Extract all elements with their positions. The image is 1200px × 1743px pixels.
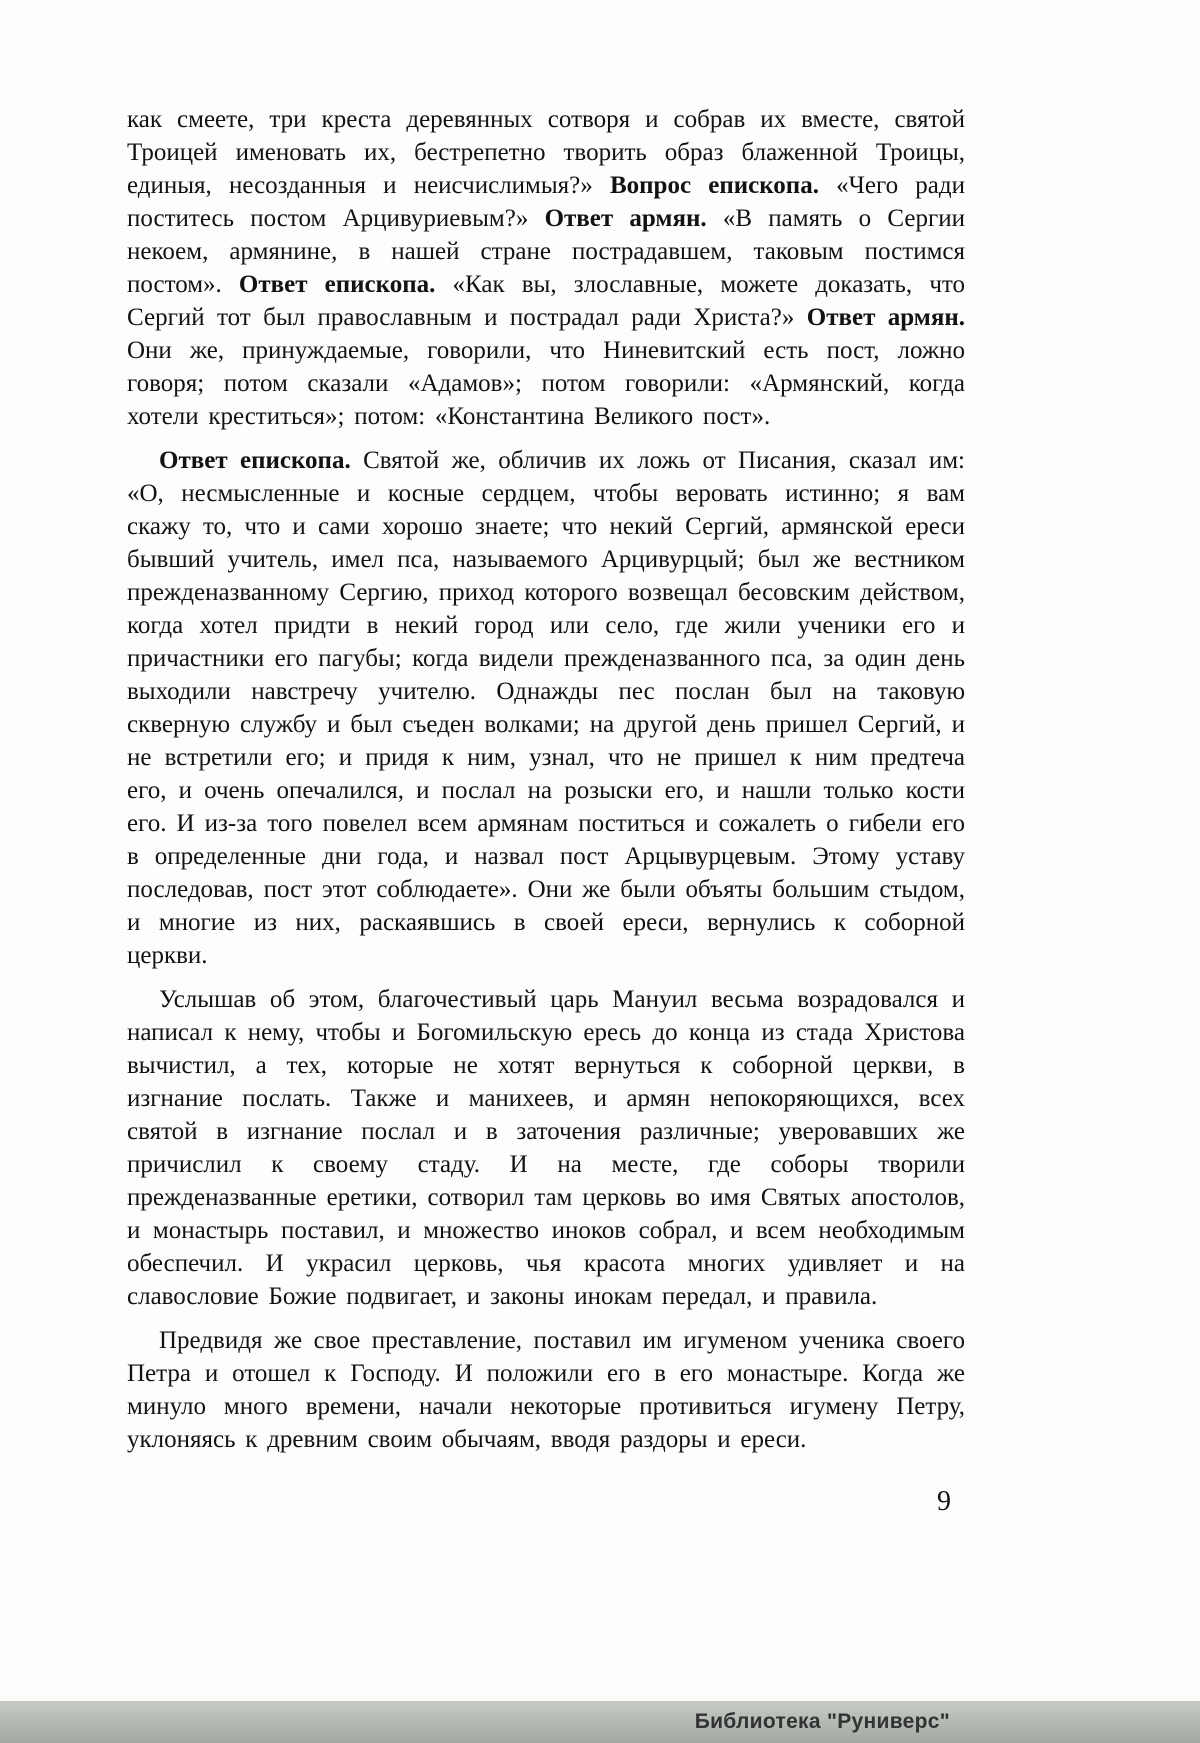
page-text-block (127, 103, 965, 1518)
text-run: «В память о Сергии некоем, армянине, в нашей стране пострадавшем, таковым постимся постом». (127, 205, 965, 298)
text-run: как смеете, три креста деревянных сотворя и собрав их вместе, святой Троицей именовать их, бестрепетно творить образ блаженной Троицы, единыя, несозданныя и неисчислимыя?» (127, 106, 965, 199)
bold-text-run: Ответ армян. (806, 304, 966, 331)
library-watermark: Библиотека "Руниверс" (694, 1710, 950, 1733)
bold-text-run: Ответ армян. (544, 205, 707, 232)
text-run: «Чего ради поститесь постом Арцивуриевым?» (127, 172, 966, 232)
paragraph (127, 444, 965, 972)
text-run: Святой же, обличив их ложь от Писания, сказал им: «О, несмысленные и косные сердцем, чтобы веровать истинно; я вам скажу то, что и сами хорошо знаете; что некий Сергий, армянской ереси бывший учитель, имел пса, называемого Арцивурцый; был же вестником прежденазванному Сергию, приход которого возвещал бесовским действом, когда хотел придти в некий город или село, где жили ученики его и причастники его пагубы; когда видели прежденазванного пса, за один день выходили навстречу учителю. Однажды пес послан был на таковую скверную службу и был съеден волками; на другой день пришел Сергий, и не встретили его; и придя к ним, узнал, что не пришел к ним предтеча его, и очень опечалился, и послал на розыски его, и нашли только кости его. И из-за того повелел всем армянам поститься и сожалеть о гибели его в определенные дни года, и назвал пост Арцывурцевым. Этому уставу последовав, пост этот соблюдаете». Они же были объяты большим стыдом, и многие из них, раскаявшись в своей ереси, вернулись к соборной церкви. (127, 447, 965, 969)
text-run: «Как вы, злославные, можете доказать, что Сергий тот был православным и пострадал ради Христа?» (127, 271, 965, 331)
paragraph (127, 103, 965, 433)
footer-watermark-bar (0, 1701, 1200, 1743)
bold-text-run: Вопрос епископа. (609, 172, 819, 199)
paragraph (127, 1324, 965, 1456)
text-run: Предвидя же свое преставление, поставил им игуменом ученика своего Петра и отошел к Господу. И положили его в его монастыре. Когда же минуло много времени, начали некоторые противиться игумену Петру, уклоняясь к древним своим обычаям, вводя раздоры и ереси. (127, 1327, 965, 1453)
page-number: 9 (937, 1486, 951, 1517)
bold-text-run: Ответ епископа. (159, 447, 351, 474)
paragraphs-container (127, 103, 965, 1456)
text-run: Они же, принуждаемые, говорили, что Ниневитский есть пост, ложно говоря; потом сказали «Адамов»; потом говорили: «Армянский, когда хотели креститься»; потом: «Константина Великого пост». (127, 337, 965, 430)
bold-text-run: Ответ епископа. (238, 271, 436, 298)
text-run: Услышав об этом, благочестивый царь Мануил весьма возрадовался и написал к нему, чтобы и Богомильскую ересь до конца из стада Христова вычистил, а тех, которые не хотят вернуться к соборной церкви, в изгнание послать. Также и манихеев, и армян непокоряющихся, всех святой в изгнание послал и в заточения различные; уверовавших же причислил к своему стаду. И на месте, где соборы творили прежденазванные еретики, сотворил там церковь во имя Святых апостолов, и монастырь поставил, и множество иноков собрал, и всем необходимым обеспечил. И украсил церковь, чья красота многих удивляет и на славословие Божие подвигает, и законы инокам передал, и правила. (127, 986, 965, 1310)
paragraph (127, 983, 965, 1313)
